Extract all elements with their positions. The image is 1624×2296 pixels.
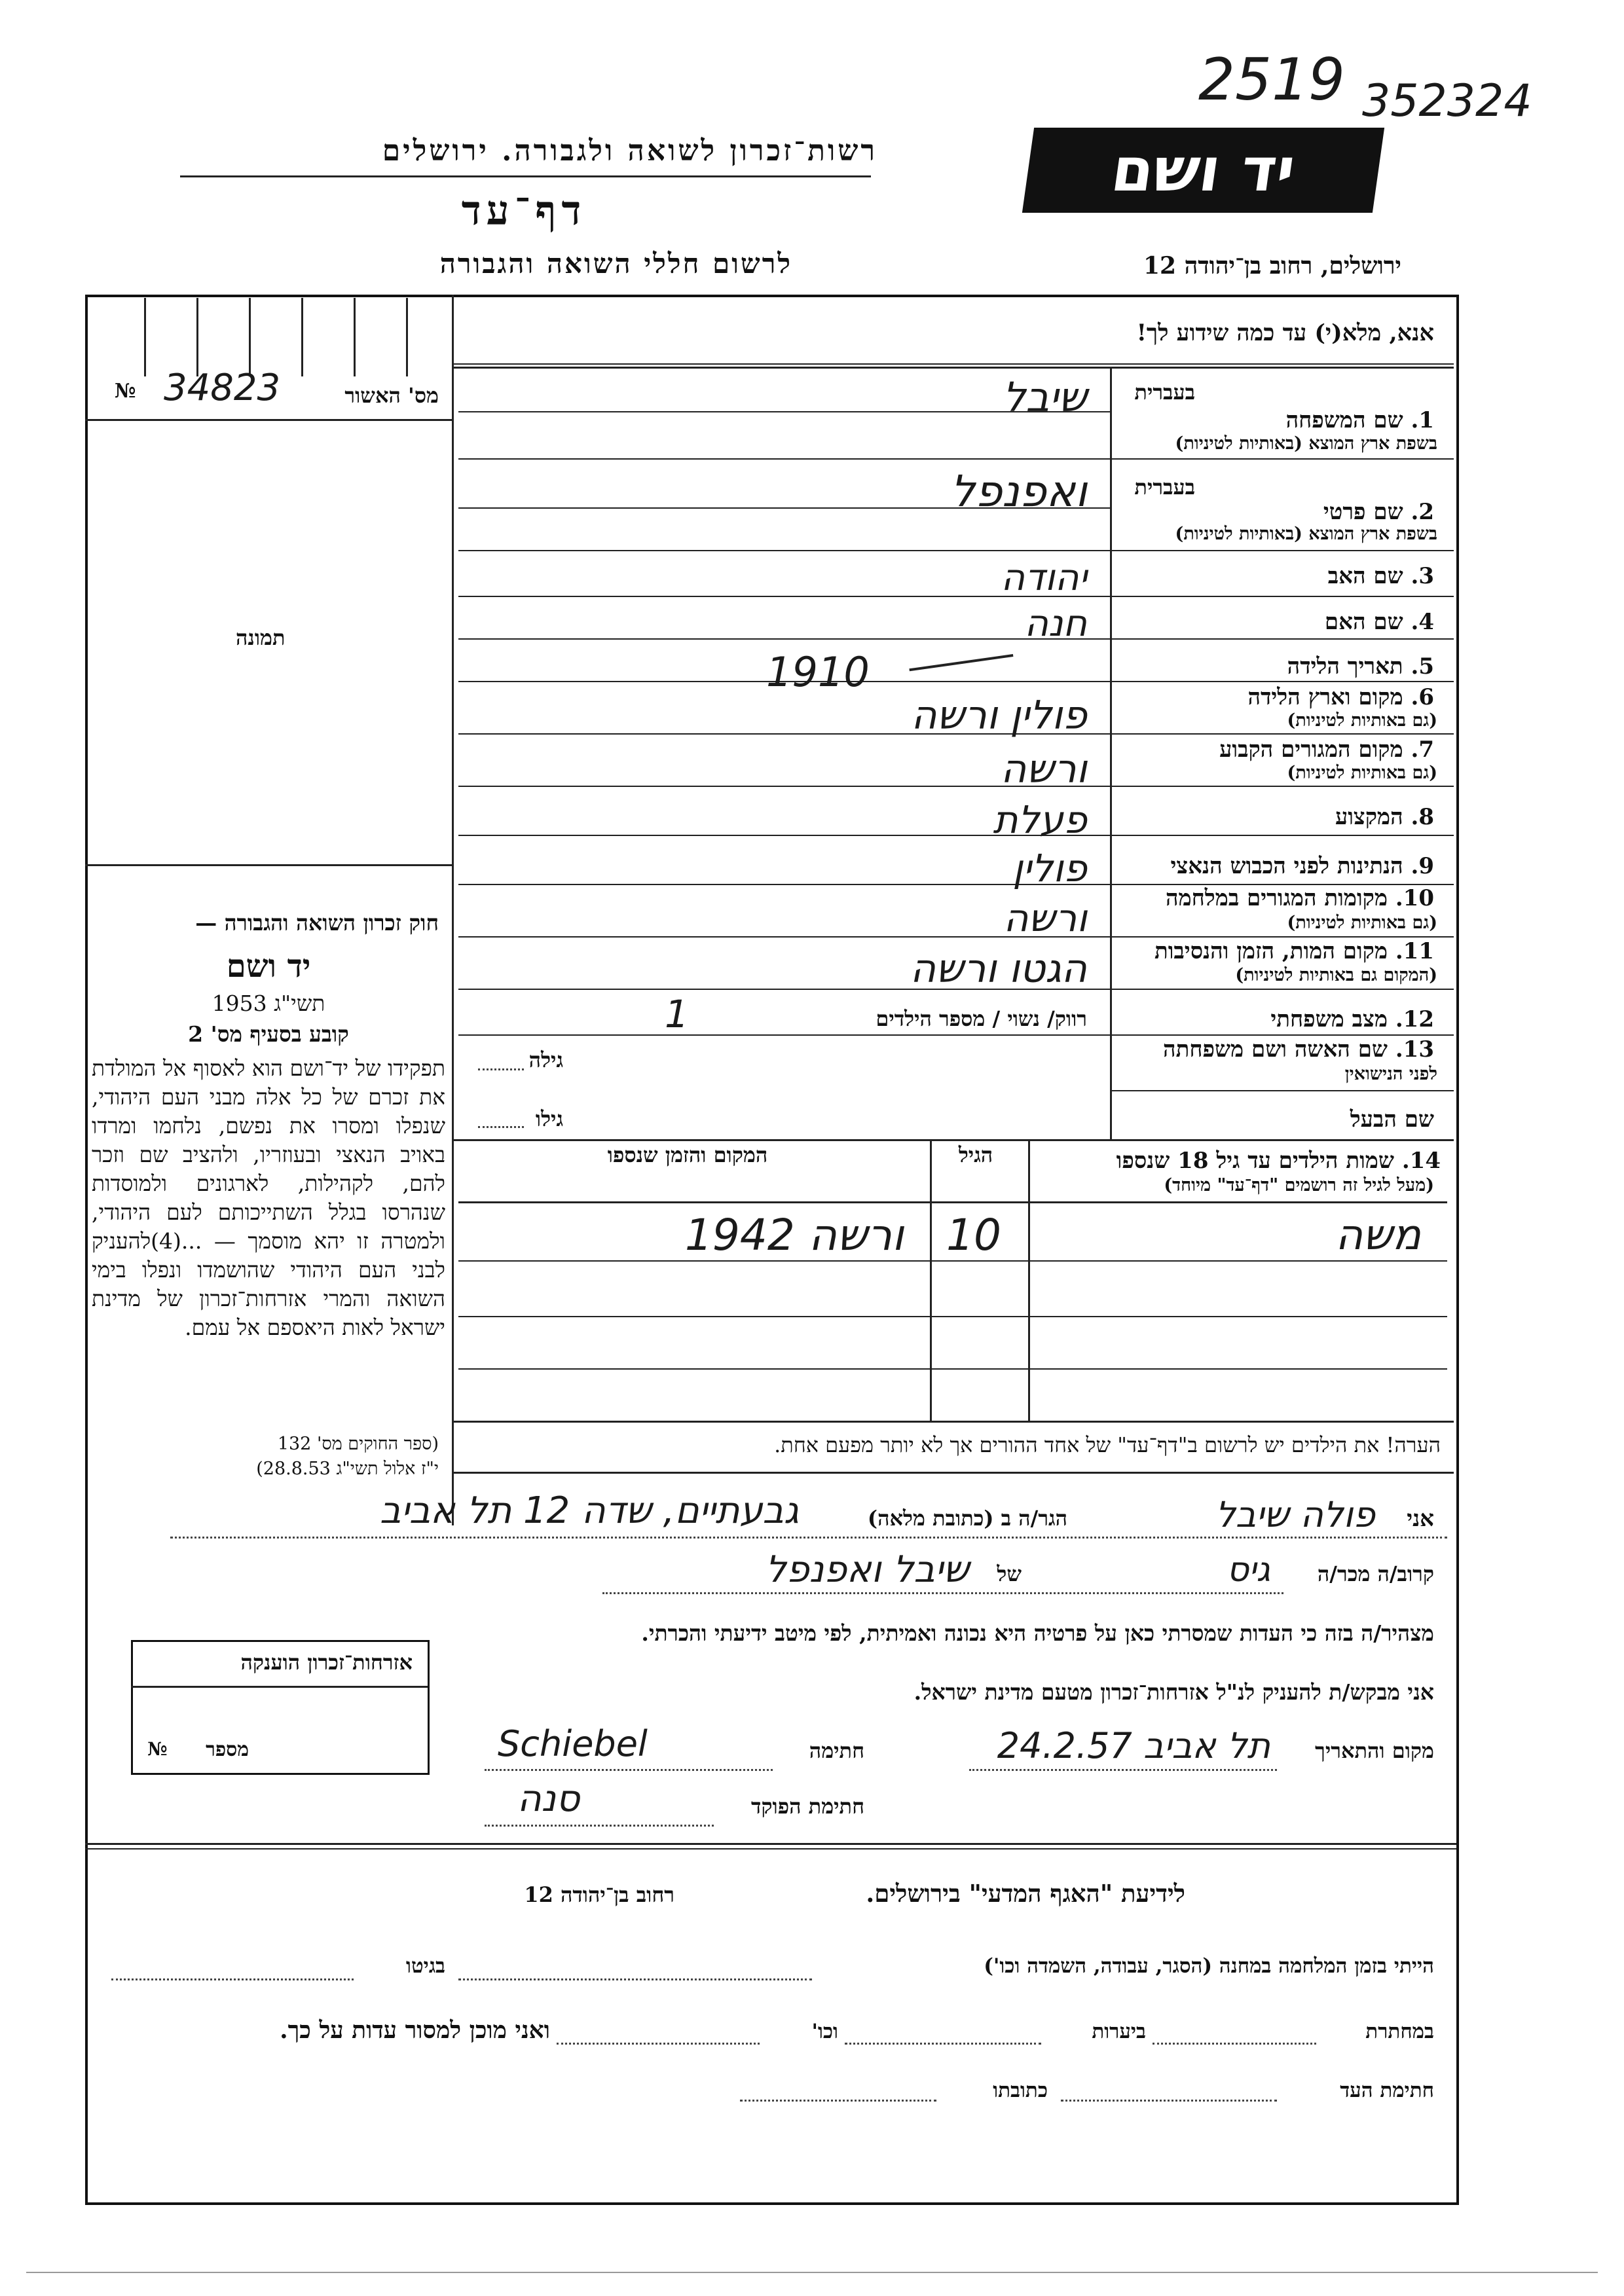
approval-no-prefix: № (115, 380, 136, 403)
field-13-label: 13. שם האשה ושם משפחתה (1163, 1036, 1434, 1063)
field-6-label: 6. מקום וארץ הלידה (1247, 684, 1434, 710)
field-3-value: יהודה (1001, 556, 1087, 599)
declaration-statement: מצהיר/ה בזה כי העדות שמסרתי כאן על פרטיה היא נכונה ואמיתית, לפי מיטב ידיעתי והכרתי. (641, 1620, 1434, 1646)
organization-name: רשות־זכרון לשואה ולגבורה. ירושלים (382, 134, 877, 168)
field-8-value: פעלת (993, 797, 1087, 842)
law-name: יד ושם (226, 948, 311, 985)
field-7-label: 7. מקום המגורים הקבוע (1219, 737, 1434, 763)
law-source-1: (ספר החוקים מס' 132 (277, 1434, 439, 1454)
field-12-label: 12. מצב משפחתי (1270, 1006, 1434, 1032)
child-1-age: 10 (946, 1210, 1001, 1260)
husband-age-label: גילו (535, 1106, 563, 1131)
declarant-address-line (170, 1535, 1447, 1539)
field-3-label: 3. שם האב (1327, 563, 1434, 589)
field-12-value: 1 (665, 992, 689, 1036)
field-12-options: רווק/ נשוי / מספר הילדים (876, 1006, 1087, 1031)
footer-line2-testimony: ואני מוכן למסור עדות על כך. (280, 2016, 550, 2044)
footer-witness-signature-label: חתימת העד (1340, 2079, 1434, 2102)
husband-label: שם הבעל (1350, 1106, 1434, 1133)
of-label: של (997, 1561, 1022, 1586)
photo-label: תמונה (236, 625, 286, 650)
approval-label: מס' האשור (344, 383, 439, 408)
child-1-place: ורשה 1942 (684, 1210, 904, 1260)
approval-number: 34823 (164, 367, 281, 409)
child-1-name: משה (1335, 1211, 1421, 1260)
memorial-box-title: אזרחות־זכרון הוענקה (240, 1650, 413, 1675)
officer-signature: סנה (517, 1777, 580, 1820)
place-date-value: תל אביב 24.2.57 (997, 1725, 1270, 1766)
memorial-box-no-prefix: № (147, 1738, 168, 1760)
field-1-sub: בשפת ארץ המוצא (באותיות לטיניות) (1175, 433, 1437, 454)
footer-heading-address: רחוב בן־יהודה 12 (524, 1882, 674, 1907)
declarant-address: גבעתיים, שדה 12 תל אביב (380, 1489, 799, 1532)
footer-address-field[interactable] (740, 2098, 936, 2102)
field-1-value: שיבל (1003, 373, 1087, 421)
children-place-header: המקום והזמן שנספו (607, 1142, 768, 1167)
declarant-name: פולה שיבל (1215, 1494, 1375, 1535)
field-5-label: 5. תאריך הלידה (1287, 653, 1434, 680)
children-heading-sub: (מעל לגיל זה רושמים "דף־עד" מיוחד) (1164, 1175, 1434, 1195)
footer-address-label: כתובתו (993, 2079, 1048, 2102)
field-2-label: 2. שם פרטי (1323, 499, 1434, 525)
scan-edge-line (26, 2272, 1598, 2273)
form-subtitle: לרשום חללי השואה והגבורה (439, 247, 792, 280)
field-10-sub: (גם באותיות לטיניות) (1287, 913, 1437, 933)
of-value: שיבל ואפנפל (765, 1548, 969, 1591)
declarant-address-label: הגר/ה ב (כתובת מלאה) (867, 1506, 1067, 1531)
law-clause: קובע בסעיף מס' 2 (188, 1021, 349, 1047)
field-9-label: 9. הנתינות לפני הכבוש הנאצי (1170, 853, 1434, 879)
law-title: חוק זכרון השואה והגבורה — (195, 910, 439, 936)
footer-line1-camp: הייתי בזמן המלחמה במחנה (הסגר, עבודה, השמדה וכו') (984, 1954, 1434, 1978)
wife-age-field[interactable] (478, 1067, 524, 1070)
footer-underground-field[interactable] (1153, 2041, 1316, 2045)
declaration-request: אני מבקש/ת להעניק לנ"ל אזרחות־זכרון מטעם מדינת ישראל. (913, 1679, 1434, 1705)
form-title: דף־עד (461, 187, 587, 234)
field-11-sub: (המקום גם באותיות לטיניות) (1235, 965, 1437, 985)
field-4-value: חנה (1024, 602, 1087, 645)
signature-label: חתימה (809, 1738, 864, 1763)
husband-age-field[interactable] (478, 1125, 524, 1128)
relative-line (602, 1591, 1283, 1594)
footer-camp-field[interactable] (458, 1977, 812, 1980)
place-date-line (969, 1768, 1277, 1771)
law-year: תשי"ג 1953 (212, 991, 325, 1016)
children-heading: 14. שמות הילדים עד גיל 18 שנספו (1116, 1148, 1441, 1174)
field-1-label: 1. שם המשפחה (1285, 407, 1434, 433)
field-11-label: 11. מקום המות, הזמן והנסיבות (1154, 938, 1434, 964)
footer-heading: לידיעת "האגף המדעי" בירושלים. (866, 1879, 1185, 1908)
footer-line2-underground: במחתרת (1365, 2020, 1434, 2043)
relative-value: גיס (1227, 1550, 1270, 1590)
officer-label: חתימת הפוקד (751, 1794, 864, 1819)
place-date-label: מקום והתאריך (1315, 1738, 1434, 1763)
field-6-value: פולין ורשה (911, 693, 1087, 738)
footer-ghetto-field[interactable] (111, 1977, 354, 1980)
wife-age-label: גילה (528, 1048, 563, 1072)
hebrew-label-2: בעברית (1134, 475, 1195, 500)
signature-value: Schiebel (498, 1723, 648, 1764)
officer-line (485, 1823, 714, 1827)
law-text: תפקידו של יד־ושם הוא לאסוף אל המולדת את זכרם של כל אלה מבני העם היהודי, שנפלו ומסרו את נפשם, נלחמו ומרדו באויב הנאצי ובעוזריו, ולהציב שם וזכר להם, לקהילות, לארגונים ולמוסדות שנהרסו בגלל השתייכותם לעם היהודי, ולמטרה זו יהא מוסמך — ...(4)להעניק לבני העם היהודי שהושמדו ונפלו בימי השואה והמרי אזרחות־זכרון של מדינת ישראל לאות היאספם אל עמם. (92, 1055, 445, 1340)
field-5-value: 1910 (766, 648, 870, 696)
field-10-label: 10. מקומות המגורים במלחמה (1165, 885, 1434, 911)
yad-vashem-logo: יד ושם (1022, 128, 1384, 213)
field-10-value: ורשה (1003, 896, 1087, 940)
declarant-i-label: אני (1407, 1506, 1434, 1532)
field-6-sub: (גם באותיות לטיניות) (1287, 710, 1437, 731)
footer-etc-field[interactable] (557, 2041, 760, 2045)
signature-line (485, 1768, 773, 1771)
footer-line1-ghetto: בגיטו (406, 1954, 445, 1978)
children-age-header: הגיל (958, 1142, 993, 1167)
field-7-value: ורשה (1001, 746, 1087, 792)
intro-instruction: אנא, מלא(י) עד כמה שידוע לך! (1136, 319, 1434, 346)
hebrew-label-1: בעברית (1134, 380, 1195, 405)
footer-forests-field[interactable] (845, 2041, 1041, 2045)
field-13-sub: לפני הנישואין (1344, 1064, 1437, 1084)
field-11-value: הגטו ורשה (910, 946, 1087, 992)
field-2-sub: בשפת ארץ המוצא (באותיות לטיניות) (1175, 524, 1437, 544)
footer-line2-forests: ביערות (1092, 2020, 1146, 2043)
children-note: הערה! את הילדים יש לרשום ב"דף־עד" של אחד ההורים אך לא יותר מפעם אחת. (774, 1432, 1441, 1457)
corner-number-2: 352324 (1362, 75, 1532, 127)
footer-line2-etc: וכו' (811, 2020, 838, 2043)
field-9-value: פולין (1012, 846, 1087, 890)
yad-vashem-address: ירושלים, רחוב בן־יהודה 12 (1143, 252, 1401, 280)
relative-label: קרוב/ה מכר/ה (1317, 1561, 1434, 1586)
field-4-label: 4. שם האם (1324, 609, 1434, 635)
footer-witness-signature-field[interactable] (1061, 2098, 1277, 2102)
field-2-value: ואפנפל (950, 466, 1087, 517)
corner-number-1: 2519 (1198, 46, 1345, 113)
law-source-2: י"ז אלול תשי"ג 28.8.53) (256, 1459, 439, 1479)
field-7-sub: (גם באותיות לטיניות) (1287, 763, 1437, 783)
field-8-label: 8. המקצוע (1335, 804, 1434, 830)
memorial-box-number-label: מספר (206, 1738, 249, 1761)
